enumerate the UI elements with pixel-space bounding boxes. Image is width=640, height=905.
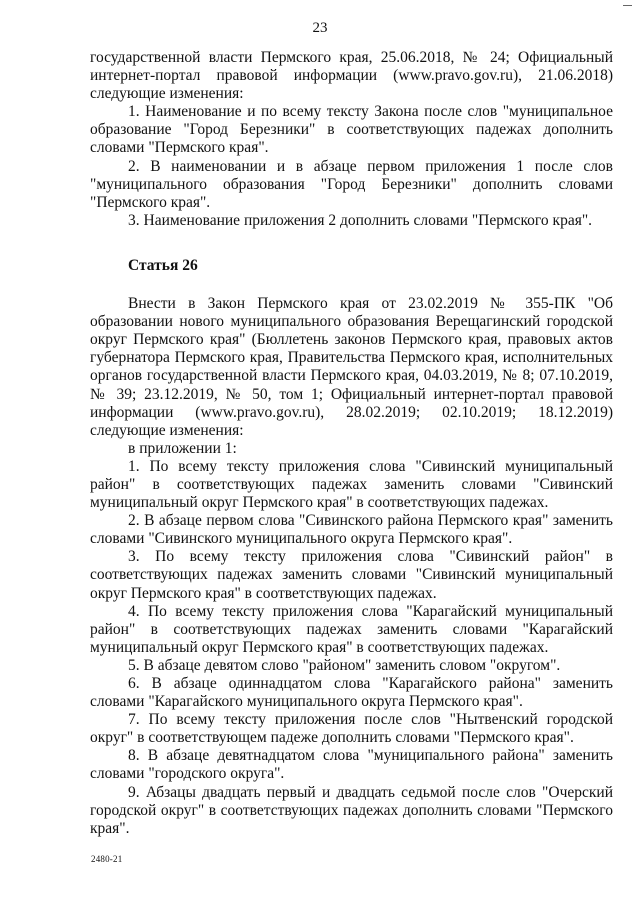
appendix-label: в приложении 1:: [128, 439, 237, 457]
document-body: [90, 49, 613, 838]
list-item: 9. Абзацы двадцать первый и двадцать седьмой после слов "Очерский городской округ" в соответствующих падежах дополнить словами "Пермского края".: [90, 783, 613, 837]
list-item: 6. В абзаце одиннадцатом слова "Карагайского района" заменить словами "Карагайского муниципального округа Пермского края".: [90, 675, 613, 711]
page-number: 23: [312, 20, 328, 36]
document-code: 2480-21: [91, 854, 123, 864]
list-item: 8. В абзаце девятнадцатом слова "муниципального района" заменить словами "городского округа".: [90, 747, 613, 783]
list-item: 4. По всему тексту приложения слова "Карагайский муниципальный район" в соответствующих падежах заменить словами "Карагайский муниципальный округ Пермского края" в соответствующих падежах.: [90, 602, 613, 656]
scan-mark: [623, 5, 632, 6]
list-item: 1. По всему тексту приложения слова "Сивинский муниципальный район" в соответствующих падежах заменить словами "Сивинский муниципальный округ Пермского края" в соответствующих падежах.: [90, 457, 613, 512]
intro-paragraph: государственной власти Пермского края, 25.06.2018, № 24; Официальный интернет-портал правовой информации (www.pravo.gov.ru), 21.06.2018) следующие изменения:: [90, 49, 613, 103]
article-intro: Внести в Закон Пермского края от 23.02.2019 № 355-ПК "Об образовании нового муниципального образования Верещагинский городской округ Пермского края" (Бюллетень законов Пермского края, правовых актов губернатора Пермского края, Правительства Пермского края, исполнительных органов государственной власти Пермского края, 04.03.2019, № 8; 07.10.2019, № 39; 23.12.2019, № 50, том 1; Официальный интернет-портал правовой информации (www.pravo.gov.ru), 28.02.2019; 02.10.2019; 18.12.2019) следующие изменения:: [90, 295, 613, 439]
list-item: 3. По всему тексту приложения слова "Сивинский район" в соответствующих падежах заменить словами "Сивинский муниципальный округ Пермского края" в соответствующих падежах.: [90, 548, 613, 602]
list-item: 2. В наименовании и в абзаце первом приложения 1 после слов "муниципального образования "Город Березники" дополнить словами "Пермского края".: [90, 157, 613, 211]
list-item: 7. По всему тексту приложения после слов "Нытвенский городской округ" в соответствующем падеже дополнить словами "Пермского края".: [90, 711, 613, 747]
list-item: 5. В абзаце девятом слово "районом" заменить словом "округом".: [128, 656, 561, 674]
list-item: 2. В абзаце первом слова "Сивинского района Пермского края" заменить словами "Сивинского муниципального округа Пермского края".: [90, 512, 613, 548]
article-heading: Статья 26: [128, 256, 198, 274]
list-item: 1. Наименование и по всему тексту Закона после слов "муниципальное образование "Город Березники" в соответствующих падежах дополнить словами "Пермского края".: [90, 103, 613, 157]
list-item: 3. Наименование приложения 2 дополнить словами "Пермского края".: [128, 211, 593, 229]
